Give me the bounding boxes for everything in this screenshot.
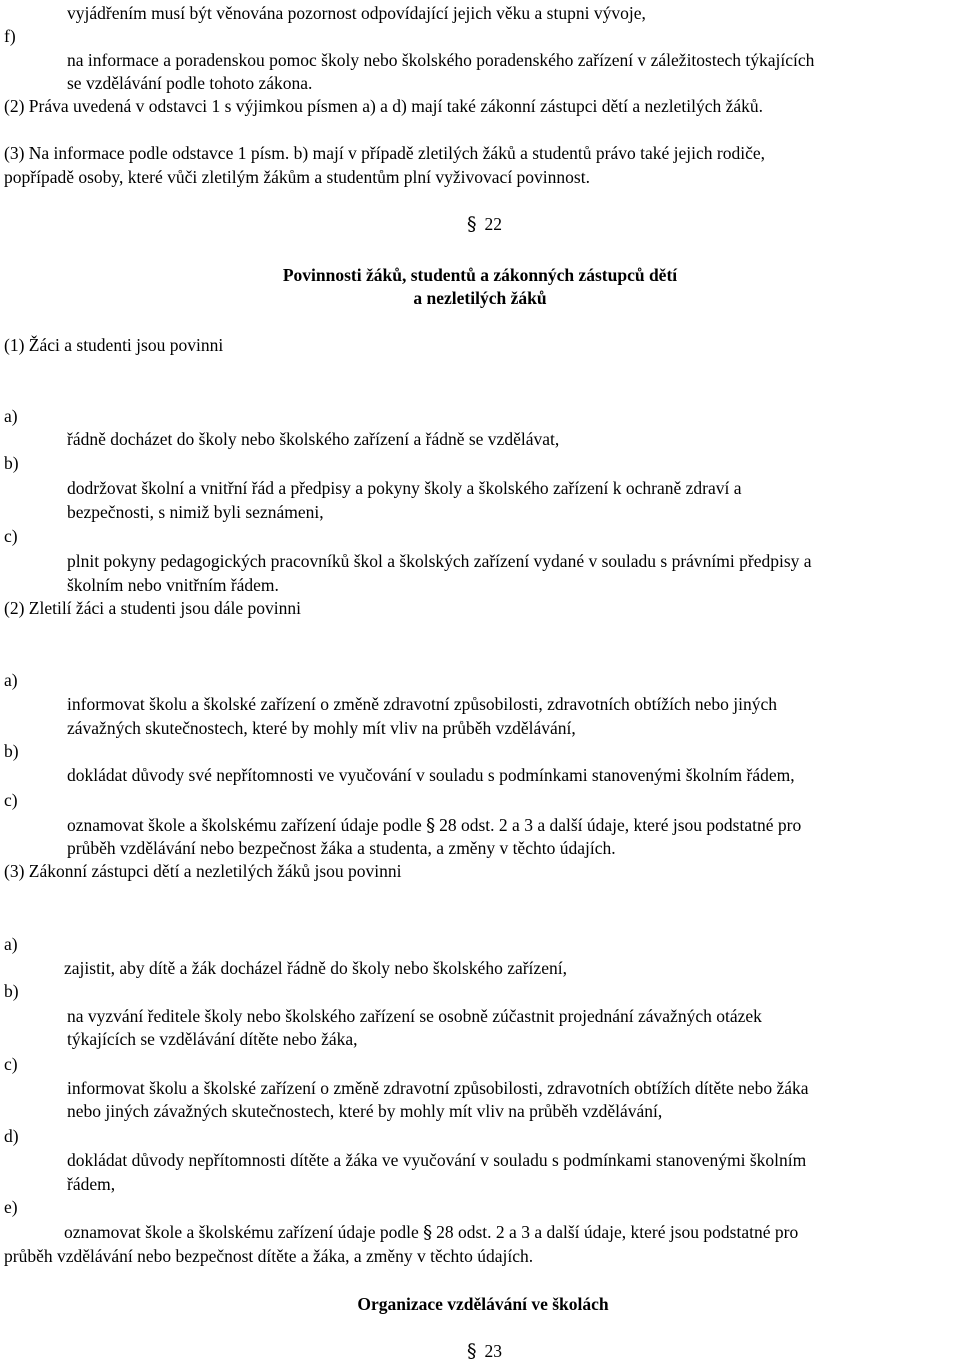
section-number	[467, 1340, 502, 1363]
list-item-text: informovat školu a školské zařízení o změně zdravotní způsobilosti, zdravotních obtížích nebo jiných	[67, 694, 778, 714]
list-item-text: školním nebo vnitřním řádem.	[67, 575, 279, 595]
list-marker: d)	[4, 1126, 19, 1146]
list-item-text: zajistit, aby dítě a žák docházel řádně do školy nebo školského zařízení,	[64, 958, 567, 978]
list-item-text: na vyzvání ředitele školy nebo školského zařízení se osobně zúčastnit projednání závažných otázek	[67, 1006, 762, 1026]
section-number-value: 22	[484, 214, 502, 234]
paragraph-intro: (2) Zletilí žáci a studenti jsou dále povinni	[4, 598, 301, 618]
list-item-text: řádně docházet do školy nebo školského zařízení a řádně se vzdělávat,	[67, 429, 560, 449]
section-title-line1: Povinnosti žáků, studentů a zákonných zástupců dětí	[282, 265, 678, 285]
text-fragment: oznamovat škole a školskému zařízení údaje podle	[67, 815, 422, 835]
list-marker: b)	[4, 981, 19, 1001]
chapter-heading: Organizace vzdělávání ve školách	[357, 1294, 609, 1314]
list-marker: b)	[4, 453, 19, 473]
list-item-text: dokládat důvody své nepřítomnosti ve vyučování v souladu s podmínkami stanovenými školním řádem,	[67, 765, 795, 785]
list-item-text: týkajících se vzdělávání dítěte nebo žáka,	[67, 1029, 358, 1049]
list-marker: c)	[4, 1054, 18, 1074]
text-fragment: 28 odst. 2 a 3 a další údaje, které jsou podstatné pro	[439, 815, 802, 835]
text-fragment: 28 odst. 2 a 3 a další údaje, které jsou podstatné pro	[436, 1222, 799, 1242]
list-item-text: informovat školu a školské zařízení o změně zdravotní způsobilosti, zdravotních obtížích dítěte nebo žáka	[67, 1078, 809, 1098]
list-marker: c)	[4, 790, 18, 810]
list-item-text: nebo jiných závažných skutečnostech, které by mohly mít vliv na průběh vzdělávání,	[67, 1101, 663, 1121]
list-marker: b)	[4, 741, 19, 761]
list-marker: a)	[4, 934, 18, 954]
section-number-value: 23	[484, 1341, 502, 1361]
list-item-text: průběh vzdělávání nebo bezpečnost dítěte a žáka, a změny v těchto údajích.	[4, 1246, 534, 1266]
paragraph-2: (2) Práva uvedená v odstavci 1 s výjimkou písmen a) a d) mají také zákonní zástupci dětí a nezletilých žáků.	[4, 96, 764, 116]
paragraph-intro: (3) Zákonní zástupci dětí a nezletilých žáků jsou povinni	[4, 861, 402, 881]
section-title-line2: a nezletilých žáků	[413, 288, 547, 308]
list-item-text: plnit pokyny pedagogických pracovníků škol a školských zařízení vydané v souladu s právními předpisy a	[67, 551, 812, 571]
list-marker: a)	[4, 406, 18, 426]
paragraph-3-line1: (3) Na informace podle odstavce 1 písm. b) mají v případě zletilých žáků a studentů právo také jejich rodiče,	[4, 143, 765, 163]
section-symbol: §	[467, 1340, 477, 1362]
paragraph-intro: (1) Žáci a studenti jsou povinni	[4, 335, 224, 355]
list-marker: e)	[4, 1197, 18, 1217]
list-marker: a)	[4, 670, 18, 690]
paragraph-3-line2: popřípadě osoby, které vůči zletilým žákům a studentům plní vyživovací povinnost.	[4, 167, 590, 187]
list-item-text: závažných skutečnostech, které by mohly mít vliv na průběh vzdělávání,	[67, 718, 576, 738]
list-marker: f)	[4, 26, 16, 46]
section-symbol: §	[467, 213, 477, 235]
list-item-text: řádem,	[67, 1174, 116, 1194]
list-item-text	[67, 814, 801, 837]
text-line: vyjádřením musí být věnována pozornost odpovídající jejich věku a stupni vývoje,	[67, 3, 646, 23]
list-item-text: dokládat důvody nepřítomnosti dítěte a žáka ve vyučování v souladu s podmínkami stanovenými školním	[67, 1150, 807, 1170]
text-line: na informace a poradenskou pomoc školy nebo školského poradenského zařízení v záležitostech týkajících	[67, 50, 815, 70]
section-number	[467, 213, 502, 236]
list-item-text: bezpečnosti, s nimiž byli seznámeni,	[67, 502, 324, 522]
list-marker: c)	[4, 526, 18, 546]
list-item-text: průběh vzdělávání nebo bezpečnost žáka a studenta, a změny v těchto údajích.	[67, 838, 616, 858]
section-symbol: §	[423, 1222, 433, 1243]
text-line: se vzdělávání podle tohoto zákona.	[67, 73, 313, 93]
text-fragment: oznamovat škole a školskému zařízení údaje podle	[64, 1222, 419, 1242]
section-symbol: §	[426, 815, 436, 836]
list-item-text	[64, 1221, 798, 1244]
list-item-text: dodržovat školní a vnitřní řád a předpisy a pokyny školy a školského zařízení k ochraně zdraví a	[67, 478, 742, 498]
